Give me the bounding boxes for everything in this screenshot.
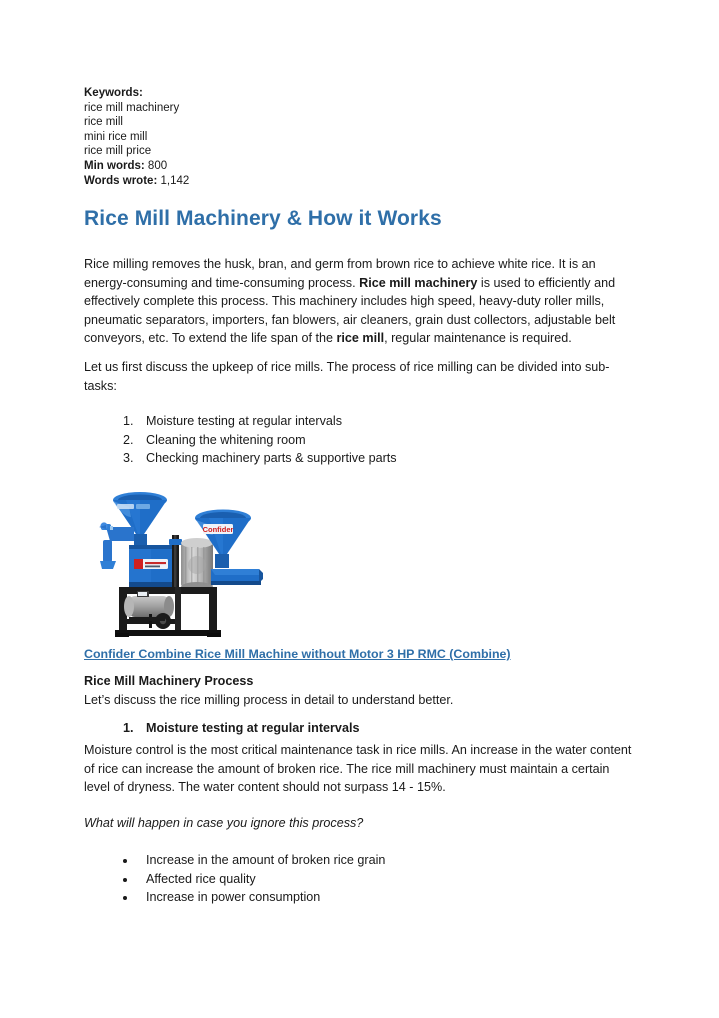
keywords-label: Keywords: bbox=[84, 87, 143, 99]
question-line: What will happen in case you ignore this process? bbox=[84, 816, 364, 830]
intro-text-1: Rice milling removes the husk, bran, and germ from brown rice to achieve white rice. It is an energy-consuming and time-consuming process. bbox=[84, 257, 596, 290]
consequences-list bbox=[84, 851, 637, 907]
list-item: 1. Moisture testing at regular intervals bbox=[137, 412, 637, 431]
keyword-item: rice mill machinery bbox=[84, 101, 180, 114]
rice-mill-machine-image bbox=[93, 483, 273, 638]
intro-text-2: is used to efficiently and effectively complete this process. This machinery includes high speed, heavy-duty roller mills, pneumatic separators, importers, fan blowers, air cleaners, grain dust collectors, adjustable belt conveyors, etc. To extend the life span of the bbox=[84, 275, 616, 346]
list-item: 3. Checking machinery parts & supportive parts bbox=[137, 449, 637, 468]
keyword-item: rice mill bbox=[84, 116, 123, 129]
lets-discuss-paragraph: Let’s discuss the rice milling process in detail to understand better. bbox=[84, 693, 454, 707]
intro-text-3: , regular maintenance is required. bbox=[384, 331, 572, 346]
min-words-line bbox=[84, 159, 635, 174]
upkeep-paragraph: Let us first discuss the upkeep of rice mills. The process of rice milling can be divided into sub-tasks: bbox=[84, 360, 610, 393]
document-content bbox=[84, 86, 635, 905]
min-words-value: 800 bbox=[147, 159, 168, 172]
intro-paragraph bbox=[84, 255, 635, 348]
page-title: Rice Mill Machinery & How it Works bbox=[84, 207, 442, 230]
brand-label: Confider bbox=[202, 525, 234, 534]
list-item: • Increase in the amount of broken rice grain bbox=[137, 851, 637, 870]
list-item: 2. Cleaning the whitening room bbox=[137, 431, 637, 450]
moisture-paragraph: Moisture control is the most critical maintenance task in rice mills. An increase in the water content of rice can increase the amount of broken rice. The rice mill machinery must maintain a certain level of dryness. The water content should not surpass 14 - 15%. bbox=[84, 743, 632, 795]
main-body bbox=[129, 545, 173, 587]
subtask-list bbox=[84, 412, 637, 468]
keyword-item: rice mill price bbox=[84, 145, 152, 158]
keywords-meta-block bbox=[84, 86, 635, 188]
section-heading-process: Rice Mill Machinery Process bbox=[84, 674, 254, 688]
min-words-label: Min words: bbox=[84, 159, 145, 172]
list-item: • Increase in power consumption bbox=[137, 888, 637, 907]
words-wrote-label: Words wrote: bbox=[84, 174, 158, 187]
metal-drum bbox=[181, 538, 213, 592]
list-item: • Affected rice quality bbox=[137, 870, 637, 889]
machine-illustration bbox=[93, 483, 273, 638]
keywords-label-line bbox=[84, 86, 635, 101]
words-wrote-value: 1,142 bbox=[160, 174, 190, 187]
list-item: 1. Moisture testing at regular intervals bbox=[137, 719, 637, 738]
intro-bold-rice-mill-machinery: Rice mill machinery bbox=[359, 275, 478, 290]
keyword-item: mini rice mill bbox=[84, 130, 148, 143]
intro-bold-rice-mill: rice mill bbox=[336, 331, 385, 346]
figure-caption-link[interactable]: Confider Combine Rice Mill Machine without Motor 3 HP RMC (Combine) bbox=[84, 647, 511, 661]
process-step-list bbox=[84, 719, 637, 738]
words-wrote-line bbox=[84, 174, 635, 189]
